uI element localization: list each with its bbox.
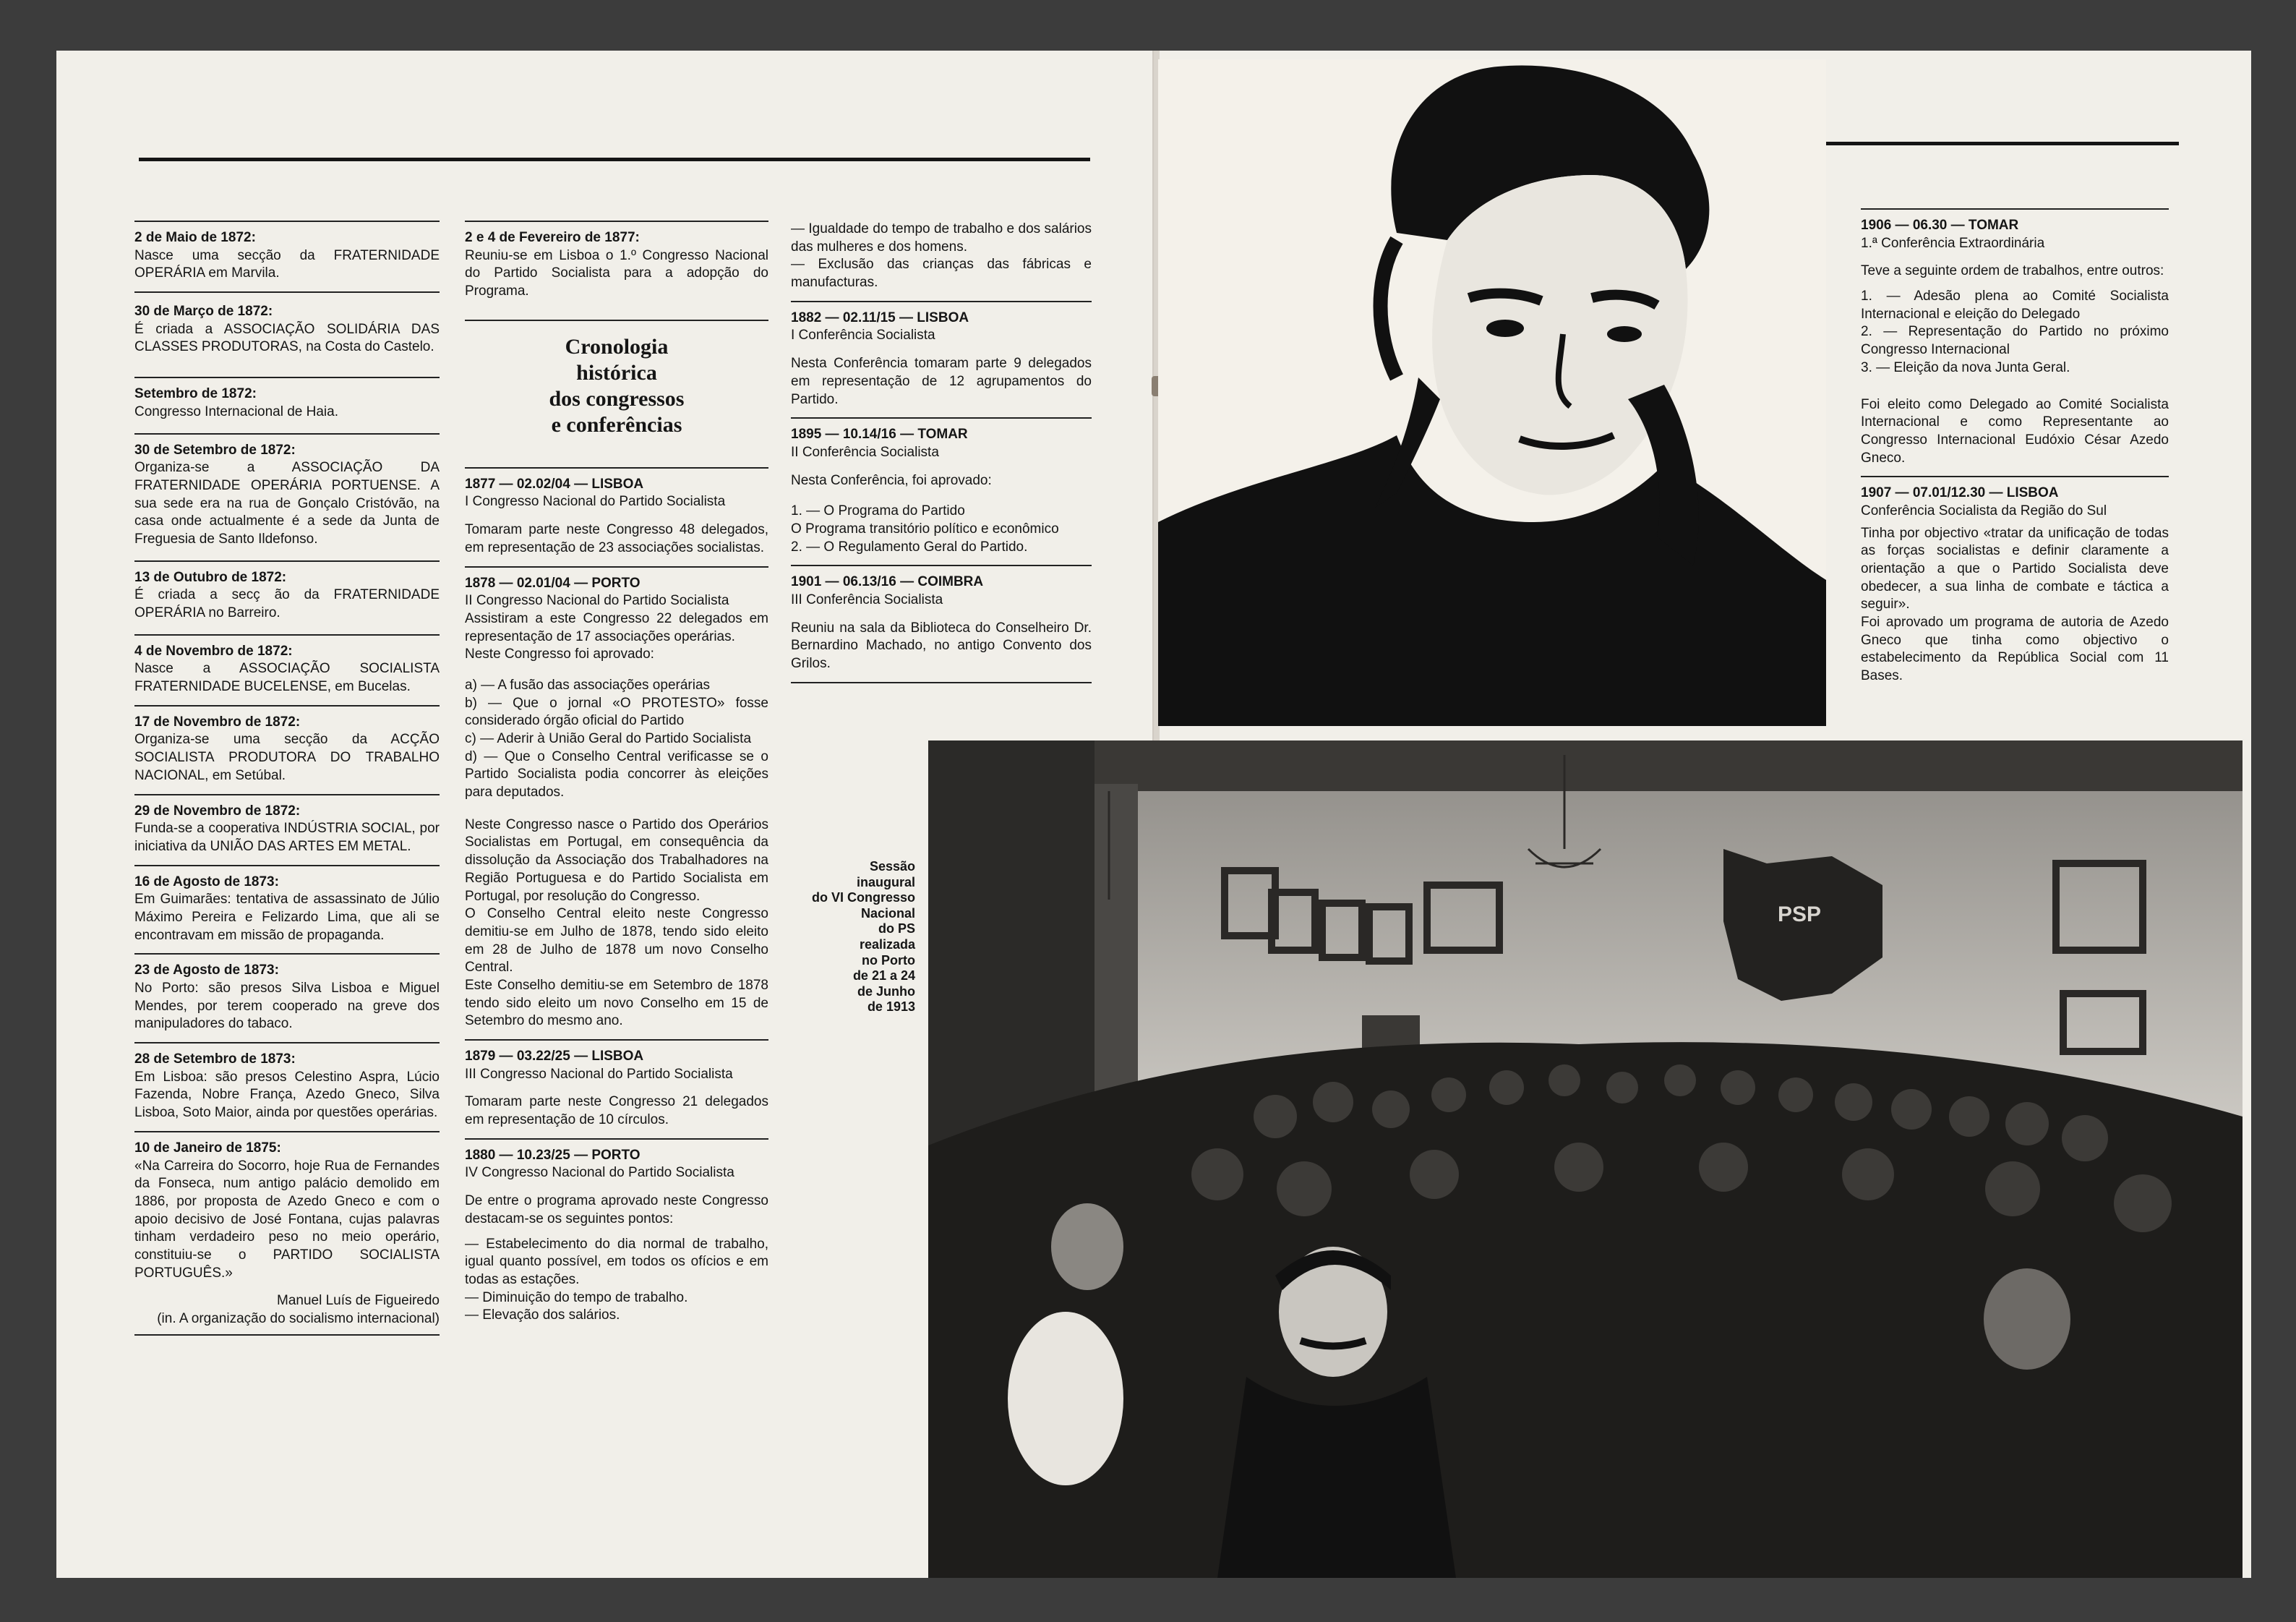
caption-line: Sessão bbox=[869, 859, 915, 874]
congress-text: De entre o programa aprovado neste Congresso destacam-se os seguintes pontos: bbox=[465, 1193, 768, 1226]
title-line: histórica bbox=[576, 360, 657, 385]
congress-heading: 1879 — 03.22/25 — LISBOA bbox=[465, 1049, 644, 1064]
conference-text: Teve a seguinte ordem de trabalhos, entre outros: bbox=[1861, 263, 2164, 279]
list-item: 2. — Representação do Partido no próximo Congresso Internacional bbox=[1861, 324, 2169, 358]
entry-text: No Porto: são presos Silva Lisboa e Miguel Mendes, por terem cooperado na greve dos manipuladores do tabaco. bbox=[134, 981, 440, 1032]
congress-text: Tomaram parte neste Congresso 21 delegados em representação de 10 círculos. bbox=[465, 1094, 768, 1128]
entry-text: Congresso Internacional de Haia. bbox=[134, 404, 339, 419]
conference-heading: 1901 — 06.13/16 — COIMBRA bbox=[791, 574, 984, 590]
list-item: — Exclusão das crianças das fábricas e manufacturas. bbox=[791, 257, 1092, 291]
entry-date: 4 de Novembro de 1872: bbox=[134, 643, 293, 659]
conference-1901 bbox=[791, 565, 1092, 681]
congress-subtitle: II Congresso Nacional do Partido Socialista bbox=[465, 593, 729, 609]
title-line: Cronologia bbox=[565, 334, 669, 359]
entry-1877-02-02 bbox=[465, 221, 768, 320]
conference-text: Tinha por objectivo «tratar da unificação de todas as forças socialistas e definir claramente a orientação a que o Partido Socialista deve obedecer, a sua linha de combate e táctica a seguir». bbox=[1861, 525, 2169, 612]
entry-1873-09-28 bbox=[134, 1042, 440, 1131]
congress-text: Neste Congresso nasce o Partido dos Operários Socialistas em Portugal, em consequência da dissolução da Associação dos Trabalhadores na Região Portuguesa e do Partido Socialista em Portugal, por resolução do Congresso. bbox=[465, 816, 768, 904]
conference-subtitle: I Conferência Socialista bbox=[791, 328, 935, 343]
entry-1872-09 bbox=[134, 377, 440, 432]
entry-1872-11-04 bbox=[134, 634, 440, 705]
entry-text: «Na Carreira do Socorro, hoje Rua de Fernandes da Fonseca, num antigo palácio demolido em 1886, por proposta de Azedo Gneco e com o apoio decisivo de José Fontana, cujas palavras tinham verdadeiro peso no meio operário, constituiu-se o PARTIDO SOCIALISTA PORTUGUÊS.» bbox=[134, 1158, 440, 1281]
list-item: 1. — O Programa do Partido bbox=[791, 503, 965, 519]
list-item: a) — A fusão das associações operárias bbox=[465, 677, 711, 693]
entry-text: Organiza-se a ASSOCIAÇÃO DA FRATERNIDADE OPERÁRIA PORTUENSE. A sua sede era na rua de Gonçalo Cristóvão, na casa onde actualmente é a sede da Junta de Freguesia de Santo Ildefonso. bbox=[134, 460, 440, 547]
entry-1873-08-16 bbox=[134, 865, 440, 954]
congress-subtitle: IV Congresso Nacional do Partido Socialista bbox=[465, 1165, 734, 1181]
entry-date: 29 de Novembro de 1872: bbox=[134, 803, 301, 819]
right-chronology-column bbox=[791, 221, 1092, 683]
conference-1895 bbox=[791, 417, 1092, 565]
conference-text: Nesta Conferência, foi aprovado: bbox=[791, 472, 992, 488]
citation-source: (in. A organização do socialismo internacional) bbox=[157, 1311, 440, 1326]
entry-date: 2 de Maio de 1872: bbox=[134, 230, 256, 245]
entry-date: 17 de Novembro de 1872: bbox=[134, 714, 301, 730]
entry-text: Funda-se a cooperativa INDÚSTRIA SOCIAL, por iniciativa da UNIÃO DAS ARTES EM METAL. bbox=[134, 821, 440, 854]
section-title bbox=[465, 320, 768, 467]
conference-subtitle: 1.ª Conferência Extraordinária bbox=[1861, 235, 2045, 251]
entry-text: Em Guimarães: tentativa de assassinato de Júlio Máximo Pereira e Felizardo Lima, que ali se encontravam em missão de propaganda. bbox=[134, 892, 440, 943]
entry-text: É criada a ASSOCIAÇÃO SOLIDÁRIA DAS CLASSES PRODUTORAS, na Costa do Castelo. bbox=[134, 321, 440, 355]
congress-text: Tomaram parte neste Congresso 48 delegados, em representação de 23 associações socialistas. bbox=[465, 522, 768, 555]
far-right-chronology-column bbox=[1861, 208, 2169, 694]
caption-line: realizada bbox=[859, 936, 915, 952]
caption-line: de 1913 bbox=[867, 999, 915, 1015]
conference-subtitle: III Conferência Socialista bbox=[791, 592, 943, 607]
caption-line: do PS bbox=[878, 921, 915, 936]
entry-1872-03-30 bbox=[134, 291, 440, 377]
caption-line: Nacional bbox=[860, 905, 915, 921]
continuation bbox=[791, 221, 1092, 301]
caption-line: no Porto bbox=[862, 952, 915, 968]
entry-date: Setembro de 1872: bbox=[134, 386, 257, 402]
congress-heading: 1878 — 02.01/04 — PORTO bbox=[465, 575, 641, 591]
conference-1882 bbox=[791, 301, 1092, 417]
congress-1878 bbox=[465, 566, 768, 1040]
list-item: O Programa transitório político e econômico bbox=[791, 521, 1059, 537]
entry-text: É criada a secç ão da FRATERNIDADE OPERÁRIA no Barreiro. bbox=[134, 587, 440, 620]
conference-heading: 1882 — 02.11/15 — LISBOA bbox=[791, 310, 969, 325]
congress-text: Este Conselho demitiu-se em Setembro de 1878 tendo sido eleito um novo Conselho em 15 de Setembro do mesmo ano. bbox=[465, 977, 768, 1029]
entry-date: 23 de Agosto de 1873: bbox=[134, 962, 279, 978]
conference-heading: 1895 — 10.14/16 — TOMAR bbox=[791, 427, 968, 443]
portrait-photo bbox=[1158, 59, 1826, 726]
left-chronology-column bbox=[134, 221, 440, 1336]
list-item: c) — Aderir à União Geral do Partido Socialista bbox=[465, 731, 752, 746]
conference-subtitle: II Conferência Socialista bbox=[791, 444, 939, 460]
title-line: e conferências bbox=[551, 412, 682, 437]
entry-1872-10-13 bbox=[134, 560, 440, 634]
congress-1879 bbox=[465, 1039, 768, 1138]
entry-date: 16 de Agosto de 1873: bbox=[134, 874, 279, 889]
congress-photo bbox=[928, 740, 2243, 1578]
conference-text: Reuniu na sala da Biblioteca do Conselheiro Dr. Bernardino Machado, no antigo Convento dos Grilos. bbox=[791, 620, 1092, 672]
entry-text: Organiza-se uma secção da ACÇÃO SOCIALISTA PRODUTORA DO TRABALHO NACIONAL, em Setúbal. bbox=[134, 732, 440, 783]
entry-1872-11-29 bbox=[134, 794, 440, 865]
column-end-rule bbox=[134, 1334, 440, 1336]
banner-text: PSP bbox=[1778, 902, 1822, 926]
middle-chronology-column bbox=[465, 221, 768, 1333]
list-item: — Elevação dos salários. bbox=[465, 1307, 620, 1323]
portrait-illustration bbox=[1158, 59, 1826, 726]
entry-text: Em Lisboa: são presos Celestino Aspra, Lúcio Fazenda, Nobre França, Azedo Gneco, Silva Lisboa, Soto Maior, ainda por questões operárias. bbox=[134, 1069, 440, 1121]
list-item: — Estabelecimento do dia normal de trabalho, igual quanto possível, em todos os ofícios e em todas as estações. bbox=[465, 1236, 768, 1287]
congress-text: Assistiram a este Congresso 22 delegados em representação de 17 associações operárias. bbox=[465, 610, 768, 644]
photo-caption bbox=[789, 859, 915, 1015]
list-item: b) — Que o jornal «O PROTESTO» fosse considerado órgão oficial do Partido bbox=[465, 695, 768, 729]
list-item: 2. — O Regulamento Geral do Partido. bbox=[791, 539, 1028, 555]
congress-1877 bbox=[465, 467, 768, 566]
entry-date: 30 de Setembro de 1872: bbox=[134, 442, 296, 458]
entry-text: Nasce a ASSOCIAÇÃO SOCIALISTA FRATERNIDADE BUCELENSE, em Bucelas. bbox=[134, 661, 440, 695]
entry-date: 28 de Setembro de 1873: bbox=[134, 1051, 296, 1067]
entry-date: 2 e 4 de Fevereiro de 1877: bbox=[465, 230, 640, 245]
conference-1907 bbox=[1861, 476, 2169, 694]
caption-line: de Junho bbox=[857, 983, 915, 999]
conference-heading: 1906 — 06.30 — TOMAR bbox=[1861, 218, 2019, 233]
entry-date: 10 de Janeiro de 1875: bbox=[134, 1140, 281, 1156]
congress-text: Neste Congresso foi aprovado: bbox=[465, 646, 654, 662]
congress-subtitle: I Congresso Nacional do Partido Socialista bbox=[465, 494, 726, 510]
entry-1872-09-30 bbox=[134, 433, 440, 560]
entry-1875-01-10 bbox=[134, 1131, 440, 1334]
entry-text: Nasce uma secção da FRATERNIDADE OPERÁRIA em Marvila. bbox=[134, 247, 440, 281]
signature: Manuel Luís de Figueiredo bbox=[277, 1293, 440, 1309]
list-item: 3. — Eleição da nova Junta Geral. bbox=[1861, 359, 2070, 375]
conference-subtitle: Conferência Socialista da Região do Sul bbox=[1861, 503, 2107, 518]
conference-text: Nesta Conferência tomaram parte 9 delegados em representação de 12 agrupamentos do Partido. bbox=[791, 356, 1092, 407]
conference-heading: 1907 — 07.01/12.30 — LISBOA bbox=[1861, 485, 2059, 501]
congress-text: O Conselho Central eleito neste Congresso demitiu-se em Julho de 1878, tendo sido eleito em 28 de Julho de 1878 um novo Conselho Central. bbox=[465, 906, 768, 976]
entry-1872-11-17 bbox=[134, 705, 440, 794]
congress-1880 bbox=[465, 1138, 768, 1333]
title-line: dos congressos bbox=[549, 386, 685, 411]
congress-illustration bbox=[928, 740, 2243, 1578]
congress-heading: 1877 — 02.02/04 — LISBOA bbox=[465, 476, 644, 492]
caption-line: de 21 a 24 bbox=[852, 968, 915, 983]
entry-date: 13 de Outubro de 1872: bbox=[134, 569, 287, 585]
conference-text: Foi eleito como Delegado ao Comité Socialista Internacional e como Representante ao Congresso Internacional Eudóxio César Azedo Gneco. bbox=[1861, 396, 2169, 466]
entry-text: Reuniu-se em Lisboa o 1.º Congresso Nacional do Partido Socialista para a adopção do Programa. bbox=[465, 247, 768, 299]
conference-1906 bbox=[1861, 208, 2169, 476]
caption-line: do VI Congresso bbox=[811, 890, 915, 905]
list-item: 1. — Adesão plena ao Comité Socialista Internacional e eleição do Delegado bbox=[1861, 289, 2169, 322]
top-rule-left bbox=[139, 158, 1090, 161]
list-item: — Diminuição do tempo de trabalho. bbox=[465, 1289, 688, 1305]
column-end-rule bbox=[791, 682, 1092, 683]
conference-text: Foi aprovado um programa de autoria de Azedo Gneco que tinha como objectivo o estabelecimento da República Social com 11 Bases. bbox=[1861, 615, 2169, 684]
entry-1872-05-02 bbox=[134, 221, 440, 291]
entry-1873-08-23 bbox=[134, 953, 440, 1042]
congress-subtitle: III Congresso Nacional do Partido Socialista bbox=[465, 1066, 733, 1082]
list-item: d) — Que o Conselho Central verificasse se o Partido Socialista podia concorrer às eleições para deputados. bbox=[465, 748, 768, 801]
congress-heading: 1880 — 10.23/25 — PORTO bbox=[465, 1147, 641, 1163]
entry-date: 30 de Março de 1872: bbox=[134, 304, 273, 320]
list-item: — Igualdade do tempo de trabalho e dos salários das mulheres e dos homens. bbox=[791, 221, 1092, 255]
caption-line: inaugural bbox=[856, 874, 915, 889]
